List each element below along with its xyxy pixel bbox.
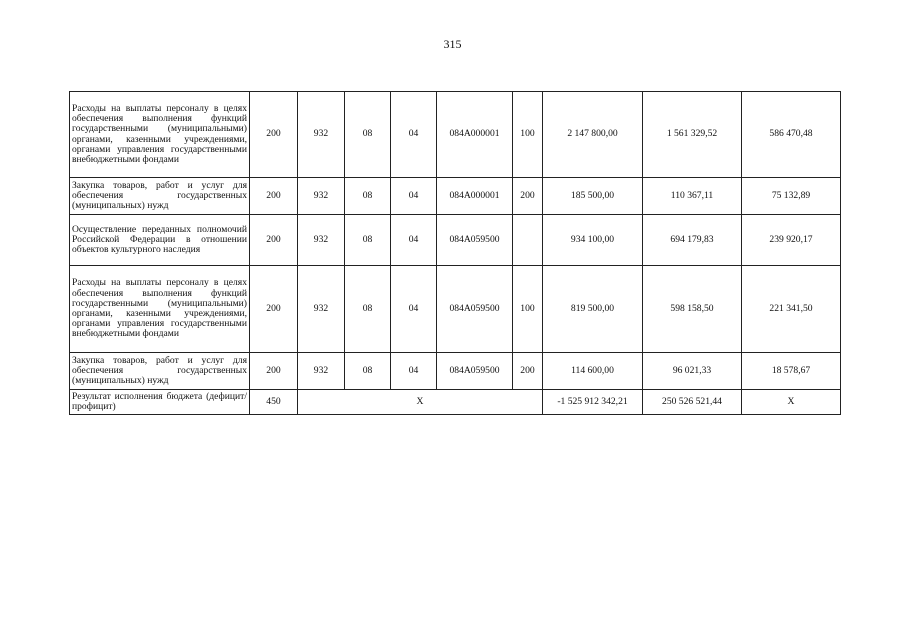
expense-type-cell: 100 (513, 266, 543, 353)
table-row (70, 92, 841, 178)
target-article-cell: 084A000001 (437, 178, 513, 215)
line-code-cell: 200 (250, 215, 298, 266)
row-name-cell: Закупка товаров, работ и услуг для обеспечения государственных (муниципальных) нужд (70, 178, 250, 215)
section-cell: 08 (345, 353, 391, 390)
expense-type-cell (513, 215, 543, 266)
approved-cell: 819 500,00 (543, 266, 643, 353)
target-article-cell: 084A059500 (437, 215, 513, 266)
result-executed-cell: 250 526 521,44 (643, 390, 742, 415)
admin-code-cell: 932 (298, 178, 345, 215)
table-row (70, 353, 841, 390)
result-approved-cell: -1 525 912 342,21 (543, 390, 643, 415)
section-cell: 08 (345, 215, 391, 266)
expense-type-cell: 200 (513, 178, 543, 215)
unexecuted-cell: 586 470,48 (742, 92, 841, 178)
subsection-cell: 04 (391, 92, 437, 178)
line-code-cell: 200 (250, 92, 298, 178)
result-name-cell: Результат исполнения бюджета (дефицит/профицит) (70, 390, 250, 415)
result-row (70, 390, 841, 415)
approved-cell: 114 600,00 (543, 353, 643, 390)
admin-code-cell: 932 (298, 92, 345, 178)
section-cell: 08 (345, 266, 391, 353)
expense-type-cell: 100 (513, 92, 543, 178)
admin-code-cell: 932 (298, 353, 345, 390)
unexecuted-cell: 221 341,50 (742, 266, 841, 353)
row-name-cell: Расходы на выплаты персоналу в целях обеспечения выполнения функций государственными (муниципальными) органами, казенными учреждениями, органами управления государственными внебюджетными фондами (70, 266, 250, 353)
target-article-cell: 084A059500 (437, 266, 513, 353)
subsection-cell: 04 (391, 266, 437, 353)
unexecuted-cell: 18 578,67 (742, 353, 841, 390)
section-cell: 08 (345, 92, 391, 178)
executed-cell: 598 158,50 (643, 266, 742, 353)
line-code-cell: 200 (250, 178, 298, 215)
executed-cell: 96 021,33 (643, 353, 742, 390)
row-name-cell: Расходы на выплаты персоналу в целях обеспечения выполнения функций государственными (муниципальными) органами, казенными учреждениями, органами управления государственными внебюджетными фондами (70, 92, 250, 178)
unexecuted-cell: 239 920,17 (742, 215, 841, 266)
approved-cell: 185 500,00 (543, 178, 643, 215)
result-merged-mark-cell: X (298, 390, 543, 415)
result-line-code-cell: 450 (250, 390, 298, 415)
section-cell: 08 (345, 178, 391, 215)
row-name-cell: Осуществление переданных полномочий Российской Федерации в отношении объектов культурного наследия (70, 215, 250, 266)
line-code-cell: 200 (250, 266, 298, 353)
budget-execution-table (69, 91, 841, 415)
subsection-cell: 04 (391, 215, 437, 266)
executed-cell: 110 367,11 (643, 178, 742, 215)
admin-code-cell: 932 (298, 215, 345, 266)
table-row (70, 215, 841, 266)
unexecuted-cell: 75 132,89 (742, 178, 841, 215)
admin-code-cell: 932 (298, 266, 345, 353)
table-row (70, 178, 841, 215)
approved-cell: 934 100,00 (543, 215, 643, 266)
expense-type-cell: 200 (513, 353, 543, 390)
result-unexecuted-cell: X (742, 390, 841, 415)
row-name-cell: Закупка товаров, работ и услуг для обеспечения государственных (муниципальных) нужд (70, 353, 250, 390)
table-row (70, 266, 841, 353)
subsection-cell: 04 (391, 178, 437, 215)
subsection-cell: 04 (391, 353, 437, 390)
target-article-cell: 084A059500 (437, 353, 513, 390)
executed-cell: 694 179,83 (643, 215, 742, 266)
approved-cell: 2 147 800,00 (543, 92, 643, 178)
executed-cell: 1 561 329,52 (643, 92, 742, 178)
page-number: 315 (443, 37, 462, 51)
line-code-cell: 200 (250, 353, 298, 390)
target-article-cell: 084A000001 (437, 92, 513, 178)
